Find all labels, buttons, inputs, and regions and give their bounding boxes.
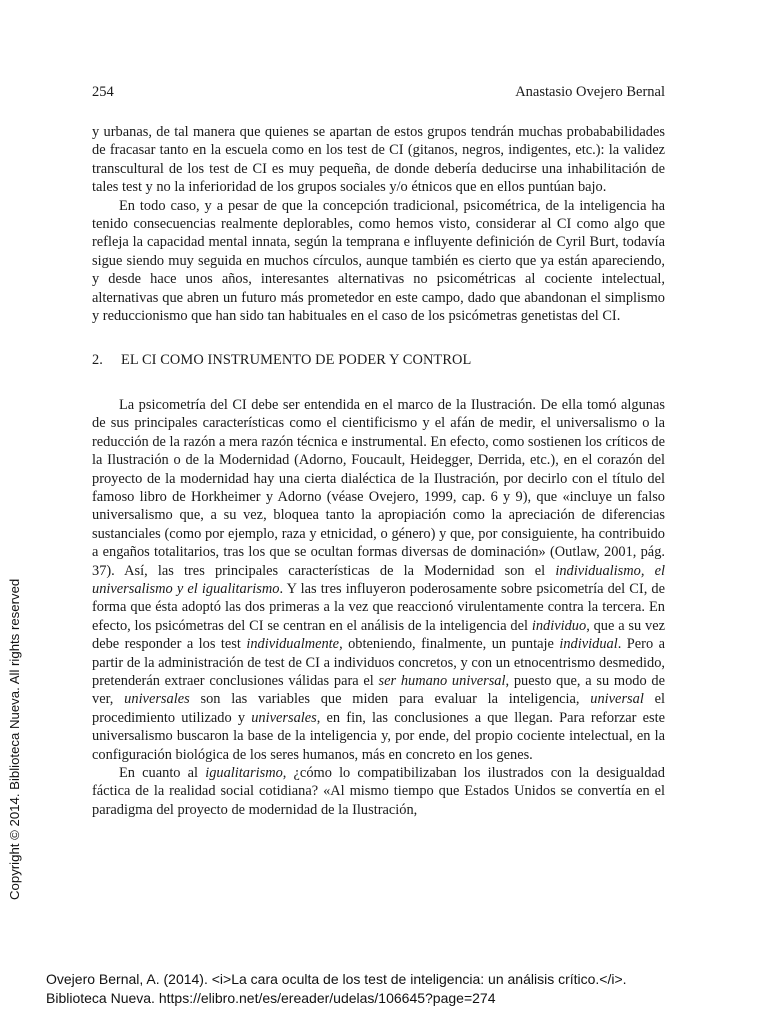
section-title: EL CI COMO INSTRUMENTO DE PODER Y CONTROL [121, 352, 472, 369]
paragraph-4 [92, 764, 665, 819]
text-run: . Y las tres influyeron poderosamente sobre psicometría del CI, de forma que ésta adoptó las dos primeras a la vez que reaccionó virulentamente contra la tercera. En efecto, los psicómetras del CI se centran en el análisis de la inteligencia del [92, 580, 666, 634]
italic-text: individualismo, el universalismo y el igualitarismo [92, 562, 666, 597]
body-text [92, 123, 665, 819]
paragraph-2 [92, 197, 665, 326]
italic-text: individuo [531, 617, 587, 634]
citation-line-1: Ovejero Bernal, A. (2014). <i>La cara oculta de los test de inteligencia: un análisis crítico.</i>. [46, 971, 627, 987]
italic-text: universales [251, 709, 317, 726]
italic-text: individual [559, 636, 618, 653]
text-run: , en fin, las conclusiones a que llegan. Para reforzar este universalismo buscaron la base de la inteligencia y, por ende, del propio cociente intelectual, en la configuración biológica de los seres humanos, más en concreto en los genes. [92, 709, 665, 763]
text-run: y urbanas, de tal manera que quienes se apartan de estos grupos tendrán muchas probababilidades de fracasar tanto en la escuela como en los test de CI (gitanos, negros, indigentes, etc.): la validez transcultural de los test de CI es muy pequeña, de donde debería deducirse una inhabilitación de tales test y no la inferioridad de los grupos sociales y/o étnicos que en ellos puntúan bajo. [92, 124, 665, 196]
section-number: 2. [92, 352, 103, 369]
paragraph-1 [92, 123, 665, 197]
text-run: el procedimiento utilizado y [92, 691, 665, 726]
text-run: En cuanto al [119, 765, 206, 781]
text-run: En todo caso, y a pesar de que la concepción tradicional, psicométrica, de la inteligencia ha tenido consecuencias realmente deplorables, como hemos visto, considerar al CI como algo que refleja la capacidad mental innata, según la temprana e influyente definición de Cyril Burt, todavía sigue siendo muy seguida en muchos círculos, aunque también es cierto que ya están apareciendo, y desde hace unos años, interesantes alternativas no psicométricas al cociente intelectual, alternativas que abren un futuro más prometedor en este campo, dado que abandonan el simplismo y reduccionismo que han sido tan habituales en el caso de los psicómetras genetistas del CI. [92, 197, 665, 325]
text-run: . Pero a partir de la administración de test de CI a individuos concretos, y con un etnocentrismo desmedido, pretenderán extraer conclusiones válidas para el [92, 636, 665, 689]
text-run: son las variables que miden para evaluar la inteligencia, [189, 691, 591, 708]
italic-text: universales [124, 691, 190, 708]
italic-text: igualitarismo [205, 765, 283, 781]
text-run: , puesto que, a su modo de ver, [92, 672, 665, 708]
italic-text: individualmente [246, 636, 340, 653]
text-run: , que a su vez debe responder a los test [92, 617, 665, 653]
italic-text: ser humano universal [378, 672, 506, 689]
citation-line-2: Biblioteca Nueva. https://elibro.net/es/ereader/udelas/106645?page=274 [46, 990, 496, 1006]
text-run: La psicometría del CI debe ser entendida en el marco de la Ilustración. De ella tomó algunas de sus principales características como el cientificismo y el afán de medir, el universalismo o la reducción de la razón a mera razón técnica e instrumental. En efecto, como sostienen los críticos de la Ilustración o de la Modernidad (Adorno, Foucault, Heidegger, Derrida, etc.), en el corazón del proyecto de la modernidad hay una cierta dialéctica de la Ilustración, por decirlo con el título del famoso libro de Horkheimer y Adorno (véase Ovejero, 1999, cap. 6 y 9), que «incluye un falso universalismo que, a su vez, bloquea tanto la apropiación como la apreciación de diferencias sustanciales (como por ejemplo, raza y etnicidad, o género) y que, por consiguiente, ha contribuido a engaños totalitarios, tras los que se ocultan formas diversas de dominación» (Outlaw, 2001, pág. 37). Así, las tres principales características de la Modernidad son el [92, 396, 665, 579]
section-heading [92, 351, 665, 369]
copyright-notice: Copyright © 2014. Biblioteca Nueva. All rights reserved [7, 578, 22, 900]
page-number: 254 [92, 84, 114, 100]
italic-text: universal [590, 691, 644, 708]
text-run: , ¿cómo lo compatibilizaban los ilustrados con la desigualdad fáctica de la realidad social cotidiana? «Al mismo tiempo que Estados Unidos se convertía en el paradigma del proyecto de modernidad de la Ilustración, [92, 765, 665, 818]
text-run: , obteniendo, finalmente, un puntaje [339, 636, 560, 653]
paragraph-3 [92, 396, 665, 764]
running-head-author: Anastasio Ovejero Bernal [515, 84, 665, 100]
citation-footer [46, 970, 746, 1008]
